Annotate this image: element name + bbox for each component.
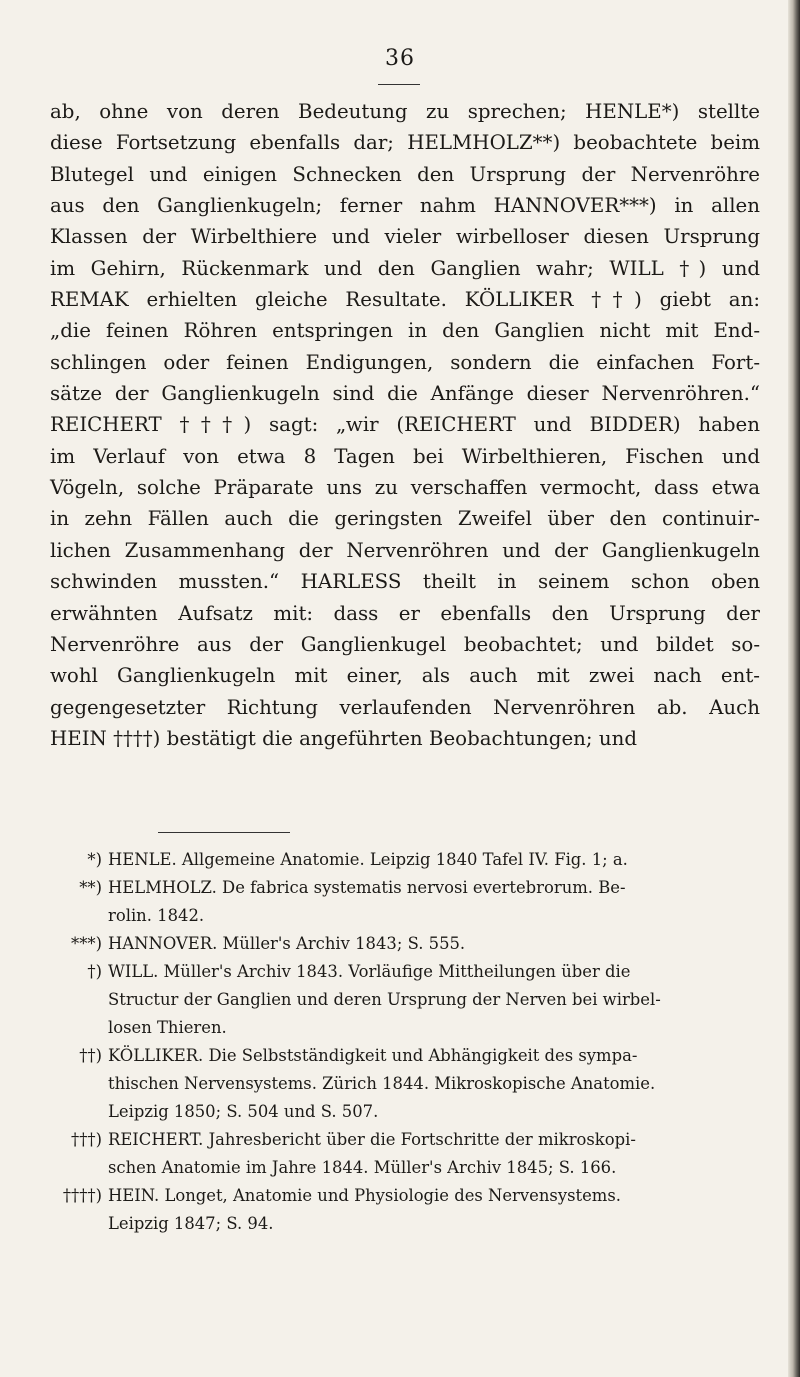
footnote xyxy=(50,1042,760,1126)
footnote-marker: ***) xyxy=(71,934,102,953)
body-line: lichen Zusammenhang der Nervenröhren und der Ganglienkugeln xyxy=(50,538,760,562)
footnote-rule xyxy=(158,832,290,833)
body-line: Klassen der Wirbelthiere und vieler wirbelloser diesen Ursprung xyxy=(50,225,760,249)
footnote-marker: *) xyxy=(87,850,102,869)
footnote-line: HENLE. Allgemeine Anatomie. Leipzig 1840 Tafel IV. Fig. 1; a. xyxy=(108,850,628,869)
footnote xyxy=(50,874,760,930)
page-edge-shadow xyxy=(788,0,800,1377)
body-line: schlingen oder feinen Endigungen, sondern die einfachen Fort- xyxy=(50,350,760,374)
body-line: sätze der Ganglienkugeln sind die Anfänge dieser Nervenröhren.“ xyxy=(50,382,760,406)
body-line: in zehn Fällen auch die geringsten Zweifel über den continuir- xyxy=(50,507,760,531)
footnote-marker: †) xyxy=(87,962,102,981)
footnote xyxy=(50,930,760,958)
body-line: HEIN ††††) bestätigt die angeführten Beobachtungen; und xyxy=(50,726,637,750)
footnote-line: KÖLLIKER. Die Selbstständigkeit und Abhängigkeit des sympa- xyxy=(108,1046,638,1065)
body-text xyxy=(50,96,760,754)
footnote-marker: ††††) xyxy=(62,1186,102,1205)
body-line: diese Fortsetzung ebenfalls dar; HELMHOLZ**) beobachtete beim xyxy=(50,131,760,155)
body-line: im Verlauf von etwa 8 Tagen bei Wirbelthieren, Fischen und xyxy=(50,444,760,468)
footnote-line: schen Anatomie im Jahre 1844. Müller's Archiv 1845; S. 166. xyxy=(108,1158,617,1177)
footnote xyxy=(50,846,760,874)
body-line: Vögeln, solche Präparate uns zu verschaffen vermocht, dass etwa xyxy=(50,476,760,500)
footnote-line: losen Thieren. xyxy=(108,1018,227,1037)
footnote-line: HELMHOLZ. De fabrica systematis nervosi evertebrorum. Be- xyxy=(108,878,626,897)
body-line: wohl Ganglienkugeln mit einer, als auch mit zwei nach ent- xyxy=(50,664,760,688)
footnotes xyxy=(50,846,760,1238)
body-line: Blutegel und einigen Schnecken den Ursprung der Nervenröhre xyxy=(50,162,760,186)
footnote-marker: ††) xyxy=(79,1046,102,1065)
footnote-line: thischen Nervensystems. Zürich 1844. Mikroskopische Anatomie. xyxy=(108,1074,656,1093)
footnote-line: HEIN. Longet, Anatomie und Physiologie des Nervensystems. xyxy=(108,1186,621,1205)
footnote xyxy=(50,1126,760,1182)
body-line: aus den Ganglienkugeln; ferner nahm HANNOVER***) in allen xyxy=(50,194,760,218)
footnote-marker: †††) xyxy=(71,1130,102,1149)
body-line: gegengesetzter Richtung verlaufenden Nervenröhren ab. Auch xyxy=(50,695,760,719)
footnote xyxy=(50,958,760,1042)
footnote-line: WILL. Müller's Archiv 1843. Vorläufige Mittheilungen über die xyxy=(108,962,631,981)
body-line: erwähnten Aufsatz mit: dass er ebenfalls den Ursprung der xyxy=(50,601,760,625)
body-line: ab, ohne von deren Bedeutung zu sprechen; HENLE*) stellte xyxy=(50,100,760,123)
footnote-line: HANNOVER. Müller's Archiv 1843; S. 555. xyxy=(108,934,466,953)
body-line: „die feinen Röhren entspringen in den Ganglien nicht mit End- xyxy=(50,319,760,343)
body-line: REMAK erhielten gleiche Resultate. KÖLLIKER ††) giebt an: xyxy=(50,288,760,312)
footnote-line: Structur der Ganglien und deren Ursprung der Nerven bei wirbel- xyxy=(108,990,661,1009)
body-line: Nervenröhre aus der Ganglienkugel beobachtet; und bildet so- xyxy=(50,632,760,656)
footnote-line: REICHERT. Jahresbericht über die Fortschritte der mikroskopi- xyxy=(108,1130,636,1149)
body-line: im Gehirn, Rückenmark und den Ganglien wahr; WILL †) und xyxy=(50,256,760,280)
page-number: 36 xyxy=(385,46,415,71)
footnote xyxy=(50,1182,760,1238)
body-line: REICHERT †††) sagt: „wir (REICHERT und BIDDER) haben xyxy=(50,413,760,437)
footnote-line: Leipzig 1850; S. 504 und S. 507. xyxy=(108,1102,379,1121)
footnote-line: Leipzig 1847; S. 94. xyxy=(108,1214,274,1233)
body-line: schwinden mussten.“ HARLESS theilt in seinem schon oben xyxy=(50,570,760,594)
footnote-line: rolin. 1842. xyxy=(108,906,205,925)
header-rule xyxy=(378,84,420,85)
footnote-marker: **) xyxy=(79,878,102,897)
